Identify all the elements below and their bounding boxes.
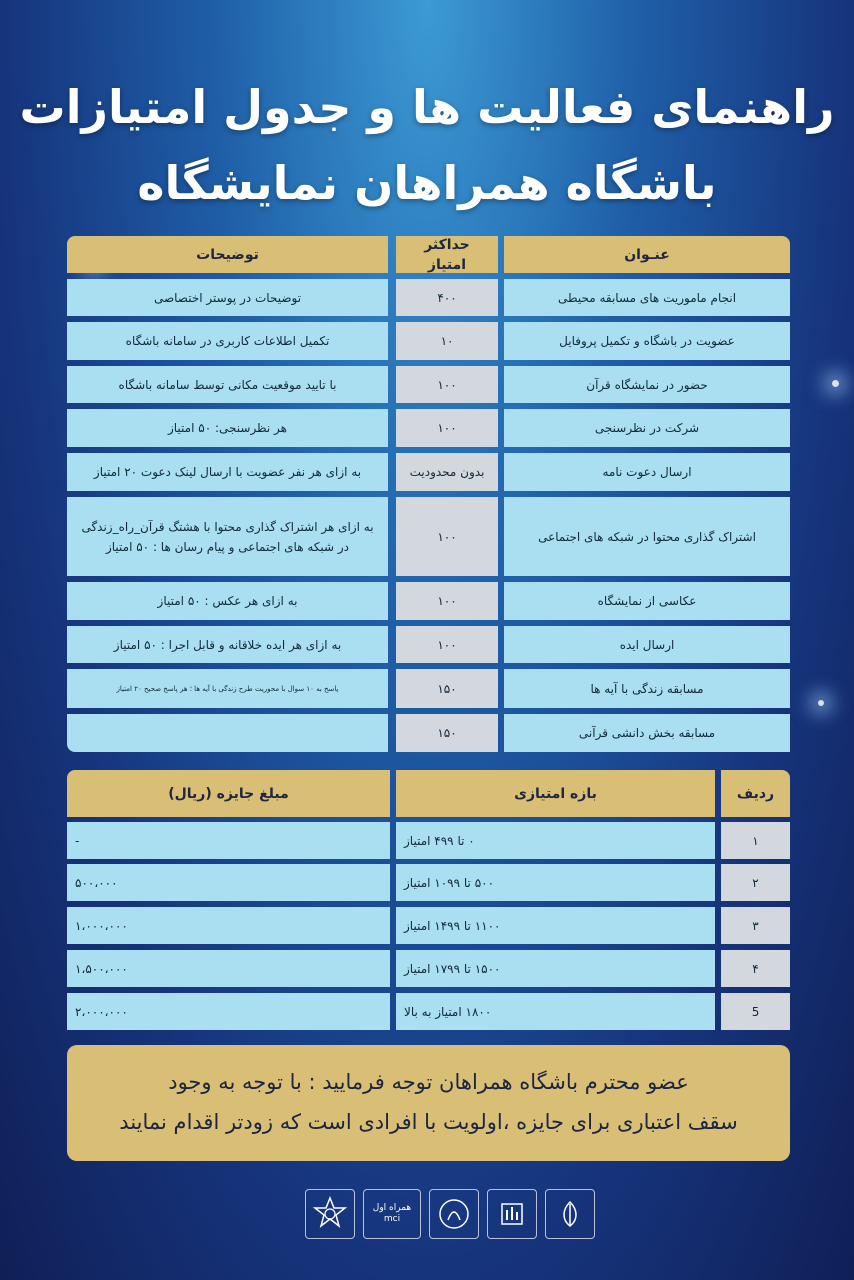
page-title-line1: راهنمای فعالیت ها و جدول امتیازات	[19, 80, 835, 134]
prize-range-cell: ۵۰۰ تا ۱۰۹۹ امتیاز	[396, 864, 715, 901]
organization-logo-icon	[487, 1189, 537, 1239]
iran-emblem-logo-icon	[545, 1189, 595, 1239]
activity-points-cell: ۱۵۰	[396, 714, 498, 752]
activity-title-cell: حضور در نمایشگاه قرآن	[504, 366, 790, 403]
activity-description-cell	[67, 714, 388, 752]
header-title: عنـوان	[504, 236, 790, 273]
activity-description-cell: با تایید موقعیت مکانی توسط سامانه باشگاه	[67, 366, 388, 403]
activity-title-cell: ارسال دعوت نامه	[504, 453, 790, 491]
activity-title-cell: ارسال ایده	[504, 626, 790, 663]
activity-description-cell: به ازای هر ایده خلاقانه و قابل اجرا : ۵۰ امتیاز	[67, 626, 388, 663]
prize-row-number-cell: ۱	[721, 822, 790, 859]
mci-logo	[363, 1189, 421, 1239]
activity-title-cell: انجام ماموریت های مسابقه محیطی	[504, 279, 790, 316]
header-prize-amount: مبلغ جایزه (ریال)	[67, 770, 390, 817]
activity-title-cell: اشتراک گذاری محتوا در شبکه های اجتماعی	[504, 497, 790, 576]
activity-points-cell: ۱۰۰	[396, 626, 498, 663]
activity-points-cell: ۱۰۰	[396, 497, 498, 576]
header-points-range: بازه امتیازی	[396, 770, 715, 817]
activity-points-cell: ۱۰	[396, 322, 498, 360]
star-pattern-logo-icon	[305, 1189, 355, 1239]
light-sparkle	[818, 700, 824, 706]
prize-amount-cell: -	[67, 822, 390, 859]
activity-points-cell: ۱۰۰	[396, 409, 498, 447]
activity-title-cell: مسابقه زندگی با آیه ها	[504, 669, 790, 708]
activity-title-cell: عضویت در باشگاه و تکمیل پروفایل	[504, 322, 790, 360]
sponsor-logos	[305, 1185, 595, 1243]
prize-amount-cell: ۲،۰۰۰،۰۰۰	[67, 993, 390, 1030]
prize-row-number-cell: ۴	[721, 950, 790, 987]
header-description: توضیحات	[67, 236, 388, 273]
notice-line2: سقف اعتباری برای جایزه ،اولویت با افرادی است که زودتر اقدام نمایند	[119, 1110, 738, 1134]
prize-range-cell: ۱۱۰۰ تا ۱۴۹۹ امتیاز	[396, 907, 715, 944]
notice-line1: عضو محترم باشگاه همراهان توجه فرمایید : با توجه به وجود	[168, 1070, 689, 1094]
activity-points-cell: بدون محدودیت	[396, 453, 498, 491]
notice-box	[67, 1045, 790, 1161]
activity-description-cell: پاسخ به ۱۰ سوال با محوریت طرح زندگی با آیه ها ؛ هر پاسخ صحیح ۲۰ امتیاز	[67, 669, 388, 708]
mci-logo-text-en: mci	[383, 1214, 401, 1224]
activity-description-cell: به ازای هر اشتراک گذاری محتوا با هشتگ قرآن_راه_زندگی در شبکه های اجتماعی و پیام رسان ها : ۵۰ امتیاز	[67, 497, 388, 576]
page-title-line2: باشگاه همراهان نمایشگاه	[137, 156, 717, 210]
activity-points-cell: ۱۰۰	[396, 582, 498, 620]
activity-points-cell: ۴۰۰	[396, 279, 498, 316]
prize-range-cell: ۰ تا ۴۹۹ امتیاز	[396, 822, 715, 859]
prize-row-number-cell: 5	[721, 993, 790, 1030]
prize-row-number-cell: ۳	[721, 907, 790, 944]
prize-range-cell: ۱۵۰۰ تا ۱۷۹۹ امتیاز	[396, 950, 715, 987]
prize-range-cell: ۱۸۰۰ امتیاز به بالا	[396, 993, 715, 1030]
activity-description-cell: به ازای هر عکس : ۵۰ امتیاز	[67, 582, 388, 620]
activity-description-cell: به ازای هر نفر عضویت با ارسال لینک دعوت ۲۰ امتیاز	[67, 453, 388, 491]
prize-row-number-cell: ۲	[721, 864, 790, 901]
activity-description-cell: توضیحات در پوستر اختصاصی	[67, 279, 388, 316]
activity-title-cell: عکاسی از نمایشگاه	[504, 582, 790, 620]
prize-amount-cell: ۵۰۰،۰۰۰	[67, 864, 390, 901]
prize-amount-cell: ۱،۵۰۰،۰۰۰	[67, 950, 390, 987]
light-sparkle	[832, 380, 839, 387]
activity-title-cell: شرکت در نظرسنجی	[504, 409, 790, 447]
prize-amount-cell: ۱،۰۰۰،۰۰۰	[67, 907, 390, 944]
activity-title-cell: مسابقه بخش دانشی قرآنی	[504, 714, 790, 752]
header-row-number: ردیف	[721, 770, 790, 817]
header-max-points: حداکثر امتیاز	[396, 236, 498, 273]
activity-description-cell: هر نظرسنجی: ۵۰ امتیاز	[67, 409, 388, 447]
bank-emblem-logo-icon	[429, 1189, 479, 1239]
activity-description-cell: تکمیل اطلاعات کاربری در سامانه باشگاه	[67, 322, 388, 360]
activity-points-cell: ۱۵۰	[396, 669, 498, 708]
mci-logo-text-fa: همراه اول	[372, 1203, 412, 1213]
activity-points-cell: ۱۰۰	[396, 366, 498, 403]
